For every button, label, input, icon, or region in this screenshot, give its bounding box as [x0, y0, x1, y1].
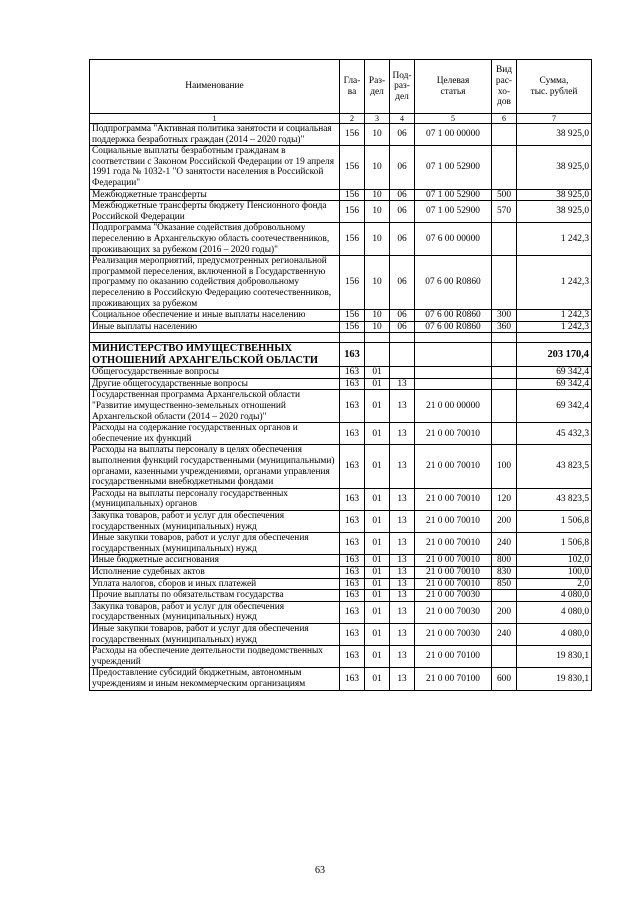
- row-subsection: 13: [390, 590, 415, 602]
- row-expense-type: [492, 590, 517, 602]
- row-target: 21 0 00 70010: [415, 445, 492, 488]
- table-row: [90, 533, 592, 555]
- table-row: [90, 124, 592, 146]
- table-row: [90, 488, 592, 510]
- row-section: 10: [365, 146, 390, 189]
- row-section: 01: [365, 668, 390, 690]
- row-name: Расходы на выплаты персоналу государственных (муниципальных) органов: [90, 488, 340, 510]
- row-expense-type: 360: [492, 321, 517, 333]
- row-section: 10: [365, 189, 390, 201]
- row-subsection: 13: [390, 668, 415, 690]
- empty-cell: [365, 333, 390, 343]
- row-section: 10: [365, 223, 390, 256]
- column-number: 5: [415, 114, 492, 124]
- row-target: 07 6 00 R0860: [415, 310, 492, 322]
- row-chapter: 163: [340, 578, 365, 590]
- row-subsection: 13: [390, 533, 415, 555]
- row-chapter: 163: [340, 445, 365, 488]
- row-amount: 1 242,3: [517, 256, 592, 310]
- row-target: 21 0 00 70100: [415, 668, 492, 690]
- row-chapter: 163: [340, 423, 365, 445]
- row-name: Расходы на выплаты персоналу в целях обеспечения выполнения функций государственными (муниципальными) органами, казенными учреждениями, органами управления государственными внебюджетными фондами: [90, 445, 340, 488]
- row-section: 01: [365, 601, 390, 623]
- row-amount: 1 506,8: [517, 511, 592, 533]
- table-row: [90, 555, 592, 567]
- row-expense-type: 120: [492, 488, 517, 510]
- row-target: 07 1 00 52900: [415, 189, 492, 201]
- row-subsection: 13: [390, 566, 415, 578]
- row-expense-type: 850: [492, 578, 517, 590]
- row-target: 07 1 00 00000: [415, 124, 492, 146]
- row-target: 07 6 00 R0860: [415, 321, 492, 333]
- empty-cell: [415, 333, 492, 343]
- row-subsection: 13: [390, 423, 415, 445]
- row-name: Реализация мероприятий, предусмотренных региональной программой переселения, включенной в Государственную программу по оказанию содействия добровольному переселению в Российскую Федерацию соотечественников, проживающих за рубежом: [90, 256, 340, 310]
- row-chapter: 163: [340, 378, 365, 390]
- row-name: Расходы на содержание государственных органов и обеспечение их функций: [90, 423, 340, 445]
- row-section: 01: [365, 390, 390, 423]
- row-name: Социальные выплаты безработным гражданам в соответствии с Законом Российской Федерации от 19 апреля 1991 года № 1032-1 "О занятости населения в Российской Федерации": [90, 146, 340, 189]
- row-subsection: 13: [390, 488, 415, 510]
- row-target: 07 6 00 R0860: [415, 256, 492, 310]
- row-subsection: 13: [390, 378, 415, 390]
- row-amount: 19 830,1: [517, 646, 592, 668]
- row-chapter: 156: [340, 256, 365, 310]
- empty-cell: [90, 333, 340, 343]
- table-row: [90, 590, 592, 602]
- row-name: Иные выплаты населению: [90, 321, 340, 333]
- row-subsection: 06: [390, 310, 415, 322]
- header-section: Раз- дел: [365, 60, 390, 114]
- row-section: 10: [365, 124, 390, 146]
- row-subsection: 06: [390, 201, 415, 223]
- row-amount: 1 242,3: [517, 321, 592, 333]
- table-row: [90, 578, 592, 590]
- row-name: Общегосударственные вопросы: [90, 367, 340, 379]
- row-expense-type: 300: [492, 310, 517, 322]
- empty-cell: [492, 333, 517, 343]
- row-chapter: 163: [340, 623, 365, 645]
- row-expense-type: [492, 646, 517, 668]
- row-name: Расходы на обеспечение деятельности подведомственных учреждений: [90, 646, 340, 668]
- table-row: [90, 423, 592, 445]
- row-expense-type: [492, 256, 517, 310]
- row-name: Подпрограмма "Активная политика занятости и социальная поддержка безработных граждан (2014 – 2020 годы)": [90, 124, 340, 146]
- empty-cell: [390, 333, 415, 343]
- row-target: 21 0 00 70010: [415, 423, 492, 445]
- row-name: Уплата налогов, сборов и иных платежей: [90, 578, 340, 590]
- row-target: 07 1 00 52900: [415, 146, 492, 189]
- row-chapter: 163: [340, 668, 365, 690]
- row-section: 01: [365, 367, 390, 379]
- row-chapter: 163: [340, 533, 365, 555]
- row-expense-type: 100: [492, 445, 517, 488]
- row-name: Межбюджетные трансферты: [90, 189, 340, 201]
- column-number: 4: [390, 114, 415, 124]
- table-row: [90, 256, 592, 310]
- row-chapter: 156: [340, 124, 365, 146]
- row-target: 21 0 00 70010: [415, 578, 492, 590]
- ministry-row: [90, 343, 592, 367]
- row-chapter: 163: [340, 511, 365, 533]
- row-name: Прочие выплаты по обязательствам государства: [90, 590, 340, 602]
- row-amount: 203 170,4: [517, 343, 592, 367]
- row-chapter: 156: [340, 201, 365, 223]
- row-section: 01: [365, 590, 390, 602]
- row-subsection: 06: [390, 256, 415, 310]
- row-name: Исполнение судебных актов: [90, 566, 340, 578]
- row-chapter: 156: [340, 146, 365, 189]
- row-target: 21 0 00 70030: [415, 623, 492, 645]
- column-number: 7: [517, 114, 592, 124]
- table-row: [90, 601, 592, 623]
- row-name: Социальное обеспечение и иные выплаты населению: [90, 310, 340, 322]
- row-amount: 1 242,3: [517, 310, 592, 322]
- row-expense-type: 500: [492, 189, 517, 201]
- row-amount: 4 080,0: [517, 590, 592, 602]
- row-name: Государственная программа Архангельской области "Развитие имущественно-земельных отношений Архангельской области (2014 – 2020 годы)": [90, 390, 340, 423]
- row-target: 21 0 00 70100: [415, 646, 492, 668]
- row-section: 01: [365, 445, 390, 488]
- row-expense-type: 240: [492, 533, 517, 555]
- header-amount: Сумма, тыс. рублей: [517, 60, 592, 114]
- row-amount: 38 925,0: [517, 124, 592, 146]
- row-section: 10: [365, 310, 390, 322]
- row-amount: 38 925,0: [517, 146, 592, 189]
- row-target: 21 0 00 70010: [415, 511, 492, 533]
- row-section: 01: [365, 623, 390, 645]
- row-chapter: 163: [340, 646, 365, 668]
- row-section: 10: [365, 321, 390, 333]
- row-chapter: 163: [340, 590, 365, 602]
- table-row: [90, 146, 592, 189]
- row-section: 10: [365, 201, 390, 223]
- row-target: 21 0 00 70010: [415, 566, 492, 578]
- column-numbers-row: [90, 114, 592, 124]
- table-row: [90, 378, 592, 390]
- row-subsection: 06: [390, 189, 415, 201]
- row-target: 21 0 00 00000: [415, 390, 492, 423]
- row-target: 21 0 00 70010: [415, 488, 492, 510]
- row-subsection: 06: [390, 124, 415, 146]
- row-chapter: 163: [340, 390, 365, 423]
- row-subsection: 13: [390, 390, 415, 423]
- table-row: [90, 201, 592, 223]
- row-expense-type: 240: [492, 623, 517, 645]
- row-subsection: 06: [390, 146, 415, 189]
- row-name: Иные закупки товаров, работ и услуг для обеспечения государственных (муниципальных) нужд: [90, 623, 340, 645]
- table-row: [90, 668, 592, 690]
- row-name: Подпрограмма "Оказание содействия добровольному переселению в Архангельскую область соотечественников, проживающих за рубежом (2016 – 2020 годы)": [90, 223, 340, 256]
- row-name: МИНИСТЕРСТВО ИМУЩЕСТВЕННЫХ ОТНОШЕНИЙ АРХАНГЕЛЬСКОЙ ОБЛАСТИ: [90, 343, 340, 367]
- row-name: Предоставление субсидий бюджетным, автономным учреждениям и иным некоммерческим организациям: [90, 668, 340, 690]
- row-expense-type: 800: [492, 555, 517, 567]
- table-row: [90, 189, 592, 201]
- row-target: 21 0 00 70010: [415, 555, 492, 567]
- row-section: 01: [365, 555, 390, 567]
- empty-cell: [517, 333, 592, 343]
- row-amount: 4 080,0: [517, 623, 592, 645]
- header-subsection: Под- раз- дел: [390, 60, 415, 114]
- column-number: 1: [90, 114, 340, 124]
- header-name: Наименование: [90, 60, 340, 114]
- row-expense-type: 200: [492, 511, 517, 533]
- column-number: 6: [492, 114, 517, 124]
- column-number: 3: [365, 114, 390, 124]
- row-expense-type: 600: [492, 668, 517, 690]
- row-section: 01: [365, 566, 390, 578]
- row-amount: 1 242,3: [517, 223, 592, 256]
- row-subsection: 13: [390, 646, 415, 668]
- table-row: [90, 321, 592, 333]
- table-row: [90, 646, 592, 668]
- row-subsection: 13: [390, 601, 415, 623]
- row-subsection: 13: [390, 445, 415, 488]
- row-name: Закупка товаров, работ и услуг для обеспечения государственных (муниципальных) нужд: [90, 511, 340, 533]
- row-chapter: 156: [340, 189, 365, 201]
- row-expense-type: 570: [492, 201, 517, 223]
- row-section: 01: [365, 511, 390, 533]
- row-target: [415, 378, 492, 390]
- row-section: [365, 343, 390, 367]
- row-expense-type: [492, 124, 517, 146]
- spacer-row: [90, 333, 592, 343]
- row-amount: 100,0: [517, 566, 592, 578]
- table-row: [90, 623, 592, 645]
- row-target: 07 1 00 52900: [415, 201, 492, 223]
- row-target: 21 0 00 70010: [415, 533, 492, 555]
- row-chapter: 163: [340, 343, 365, 367]
- page-number: 63: [315, 865, 325, 876]
- row-amount: 2,0: [517, 578, 592, 590]
- row-section: 01: [365, 646, 390, 668]
- row-expense-type: [492, 367, 517, 379]
- row-target: 21 0 00 70030: [415, 601, 492, 623]
- row-amount: 43 823,5: [517, 488, 592, 510]
- row-section: 01: [365, 423, 390, 445]
- row-expense-type: [492, 343, 517, 367]
- row-chapter: 163: [340, 367, 365, 379]
- table-row: [90, 566, 592, 578]
- row-section: 01: [365, 378, 390, 390]
- table-row: [90, 367, 592, 379]
- row-target: [415, 367, 492, 379]
- row-target: 07 6 00 00000: [415, 223, 492, 256]
- row-section: 01: [365, 578, 390, 590]
- row-section: 01: [365, 488, 390, 510]
- row-target: [415, 343, 492, 367]
- row-amount: 69 342,4: [517, 378, 592, 390]
- row-amount: 1 506,8: [517, 533, 592, 555]
- row-name: Другие общегосударственные вопросы: [90, 378, 340, 390]
- row-amount: 43 823,5: [517, 445, 592, 488]
- row-subsection: 13: [390, 511, 415, 533]
- row-expense-type: 830: [492, 566, 517, 578]
- row-chapter: 163: [340, 488, 365, 510]
- row-chapter: 163: [340, 566, 365, 578]
- row-amount: 69 342,4: [517, 367, 592, 379]
- row-chapter: 156: [340, 321, 365, 333]
- row-name: Закупка товаров, работ и услуг для обеспечения государственных (муниципальных) нужд: [90, 601, 340, 623]
- header-row: [90, 60, 592, 114]
- row-amount: 38 925,0: [517, 189, 592, 201]
- row-subsection: 13: [390, 578, 415, 590]
- row-name: Межбюджетные трансферты бюджету Пенсионного фонда Российской Федерации: [90, 201, 340, 223]
- row-target: 21 0 00 70030: [415, 590, 492, 602]
- budget-table-body: [90, 124, 592, 691]
- row-chapter: 156: [340, 223, 365, 256]
- header-expense-type: Вид рас- хо- дов: [492, 60, 517, 114]
- row-subsection: 13: [390, 555, 415, 567]
- row-name: Иные бюджетные ассигнования: [90, 555, 340, 567]
- row-expense-type: [492, 390, 517, 423]
- budget-table: [89, 59, 592, 691]
- row-chapter: 163: [340, 601, 365, 623]
- header-target: Целевая статья: [415, 60, 492, 114]
- row-name: Иные закупки товаров, работ и услуг для обеспечения государственных (муниципальных) нужд: [90, 533, 340, 555]
- table-row: [90, 511, 592, 533]
- table-row: [90, 310, 592, 322]
- table-row: [90, 445, 592, 488]
- row-chapter: 163: [340, 555, 365, 567]
- row-expense-type: [492, 378, 517, 390]
- table-row: [90, 223, 592, 256]
- header-chapter: Гла- ва: [340, 60, 365, 114]
- row-expense-type: [492, 223, 517, 256]
- table-row: [90, 390, 592, 423]
- row-subsection: 06: [390, 321, 415, 333]
- row-amount: 69 342,4: [517, 390, 592, 423]
- column-number: 2: [340, 114, 365, 124]
- row-section: 01: [365, 533, 390, 555]
- row-amount: 45 432,3: [517, 423, 592, 445]
- row-subsection: [390, 343, 415, 367]
- row-amount: 19 830,1: [517, 668, 592, 690]
- row-chapter: 156: [340, 310, 365, 322]
- row-section: 10: [365, 256, 390, 310]
- row-amount: 38 925,0: [517, 201, 592, 223]
- row-amount: 4 080,0: [517, 601, 592, 623]
- row-subsection: 06: [390, 223, 415, 256]
- row-expense-type: [492, 423, 517, 445]
- row-expense-type: 200: [492, 601, 517, 623]
- row-expense-type: [492, 146, 517, 189]
- empty-cell: [340, 333, 365, 343]
- row-subsection: 13: [390, 623, 415, 645]
- row-subsection: [390, 367, 415, 379]
- row-amount: 102,0: [517, 555, 592, 567]
